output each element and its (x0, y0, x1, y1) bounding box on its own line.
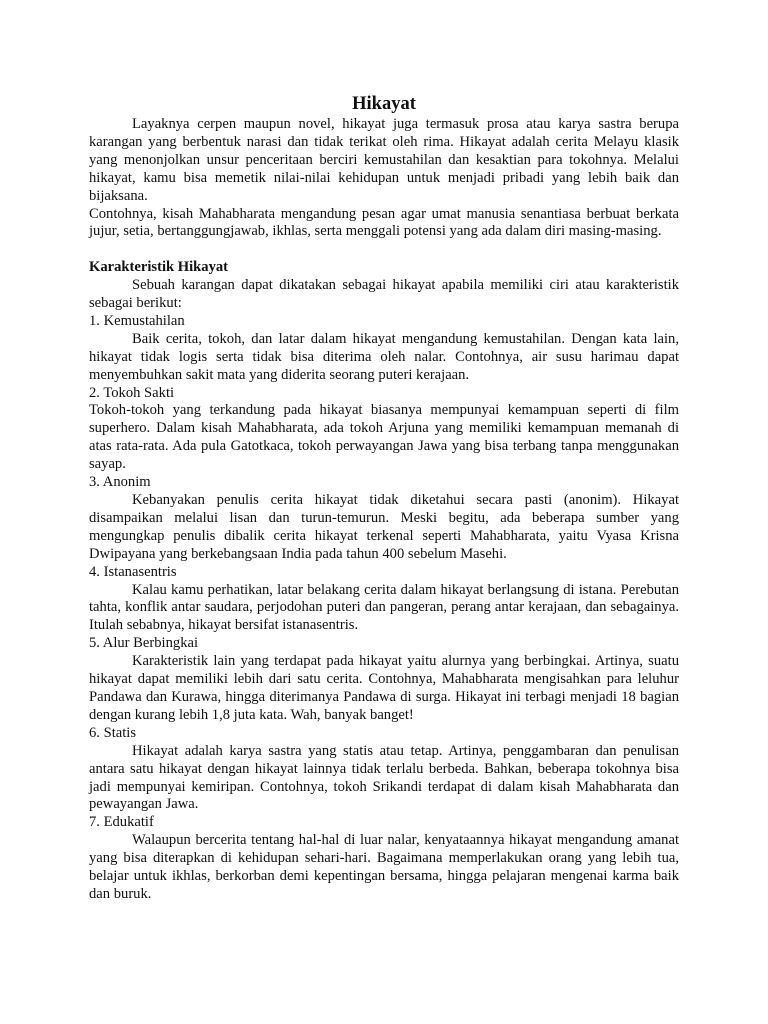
item-text-edukatif: Walaupun bercerita tentang hal-hal di luar nalar, kenyataannya hikayat mengandung amanat yang bisa diterapkan di kehidupan sehari-hari. Bagaimana memperlakukan orang yang lebih tua, belajar untuk ikhlas, berkorban demi kepentingan bersama, hingga pelajaran mengenai karma baik dan buruk. (89, 832, 679, 902)
item-text-alur-berbingkai: Karakteristik lain yang terdapat pada hikayat yaitu alurnya yang berbingkai. Artinya, suatu hikayat dapat memiliki lebih dari satu cerita. Contohnya, Mahabharata mengisahkan para leluhur Pandawa dan Kurawa, hingga diterimanya Pandawa di surga. Hikayat ini terbagi menjadi 18 bagian dengan kurang lebih 1,8 juta kata. Wah, banyak banget! (89, 653, 679, 723)
item-title-anonim: 3. Anonim (89, 474, 151, 491)
item-text-tokoh-sakti: Tokoh-tokoh yang terkandung pada hikayat biasanya mempunyai kemampuan seperti di film superhero. Dalam kisah Mahabharata, ada tokoh Arjuna yang memiliki kemampuan memanah di atas rata-rata. Ada pula Gatotkaca, tokoh perwayangan Jawa yang bisa terbang tanpa menggunakan sayap. (89, 402, 679, 473)
item-title-kemustahilan: 1. Kemustahilan (89, 312, 185, 329)
intro-paragraph-2: Contohnya, kisah Mahabharata mengandung pesan agar umat manusia senantiasa berbuat berkata jujur, setia, bertanggungjawab, ikhlas, serta menggali potensi yang ada dalam diri masing-masing. (89, 205, 679, 240)
section-lead: Sebuah karangan dapat dikatakan sebagai hikayat apabila memiliki ciri atau karakteristik sebagai berikut: (89, 277, 679, 312)
item-title-edukatif: 7. Edukatif (89, 814, 154, 831)
item-title-alur-berbingkai: 5. Alur Berbingkai (89, 635, 199, 652)
item-title-istanasentris: 4. Istanasentris (89, 563, 177, 580)
item-text-anonim: Kebanyakan penulis cerita hikayat tidak diketahui secara pasti (anonim). Hikayat disampaikan melalui lisan dan turun-temurun. Meski begitu, ada beberapa sumber yang mengungkap penulis dibalik cerita hikayat terkenal seperti Mahabharata, yaitu Vyasa Krisna Dwipayana yang berkebangsaan India pada tahun 400 sebelum Masehi. (89, 492, 679, 562)
section-heading: Karakteristik Hikayat (89, 259, 229, 276)
item-text-istanasentris: Kalau kamu perhatikan, latar belakang cerita dalam hikayat berlangsung di istana. Perebutan tahta, konflik antar saudara, perjodohan puteri dan pangeran, perang antar kerajaan, dan sebagainya. Itulah sebabnya, hikayat bersifat istanasentris. (89, 581, 679, 634)
document-title: Hikayat (352, 94, 416, 114)
item-title-statis: 6. Statis (89, 724, 137, 741)
spacer (89, 241, 679, 259)
intro-paragraph-1: Layaknya cerpen maupun novel, hikayat juga termasuk prosa atau karya sastra berupa karangan yang berbentuk narasi dan tidak terikat oleh rima. Hikayat adalah cerita Melayu klasik yang menonjolkan unsur penceritaan berciri kemustahilan dan kesaktian para tokohnya. Melalui hikayat, kamu bisa memetik nilai-nilai kehidupan untuk menjadi pribadi yang lebih baik dan bijaksana. (89, 116, 679, 204)
item-text-kemustahilan: Baik cerita, tokoh, dan latar dalam hikayat mengandung kemustahilan. Dengan kata lain, hikayat tidak logis serta tidak bisa diterima oleh nalar. Contohnya, air susu harimau dapat menyembuhkan sakit mata yang diderita seorang puteri kerajaan. (89, 330, 679, 383)
document-page (89, 92, 679, 904)
item-text-statis: Hikayat adalah karya sastra yang statis atau tetap. Artinya, penggambaran dan penulisan antara satu hikayat dengan hikayat lainnya tidak terlalu berbeda. Bahkan, beberapa tokohnya bisa jadi mempunyai kemiripan. Contohnya, tokoh Srikandi terdapat di dalam kisah Mahabharata dan pewayangan Jawa. (89, 742, 679, 813)
item-title-tokoh-sakti: 2. Tokoh Sakti (89, 384, 175, 401)
